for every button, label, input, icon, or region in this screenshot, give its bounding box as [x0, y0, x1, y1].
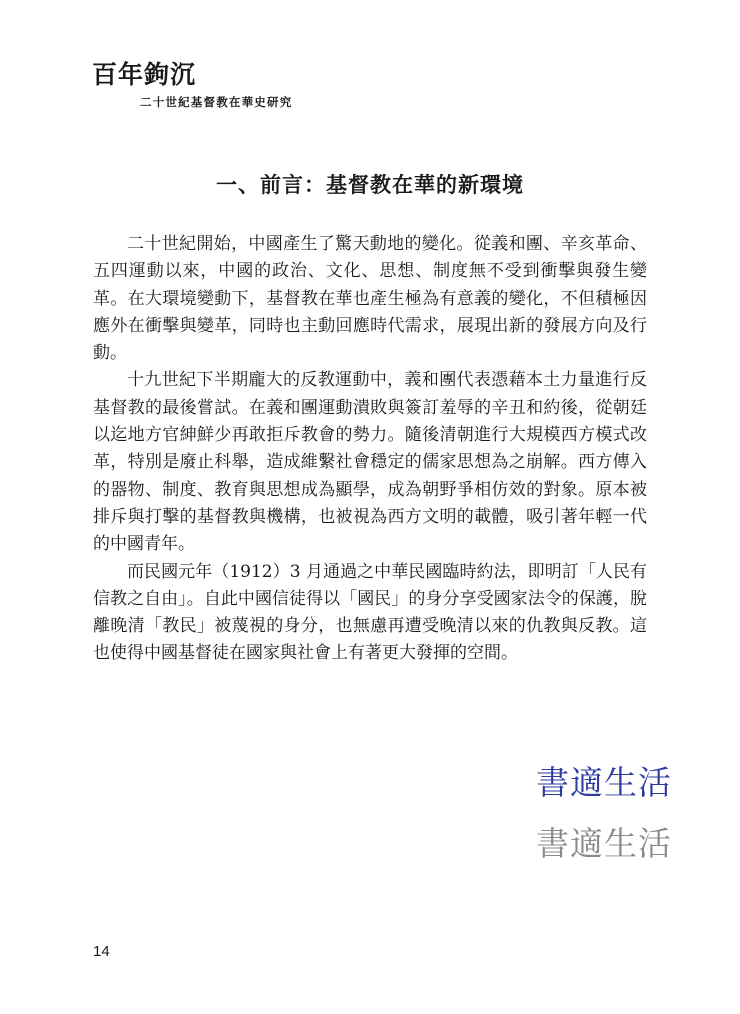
section-heading: 一、前言：基督教在華的新環境	[216, 172, 524, 197]
paragraph: 十九世紀下半期龐大的反教運動中，義和團代表憑藉本土力量進行反基督教的最後嘗試。在義和團運動潰敗與簽訂羞辱的辛丑和約後，從朝廷以迄地方官紳鮮少再敢拒斥教會的勢力。隨後清朝進行大規模西方模式改革，特別是廢止科舉，造成維繫社會穩定的儒家思想為之崩解。西方傳入的器物、制度、教育與思想成為顯學，成為朝野爭相仿效的對象。原本被排斥與打擊的基督教與機構，也被視為西方文明的載體，吸引著年輕一代的中國青年。	[93, 370, 647, 555]
paragraph: 二十世紀開始，中國產生了驚天動地的變化。從義和團、辛亥革命、五四運動以來，中國的政治、文化、思想、制度無不受到衝擊與發生變革。在大環境變動下，基督教在華也產生極為有意義的變化，不但積極因應外在衝擊與變革，同時也主動回應時代需求，展現出新的發展方向及行動。	[93, 234, 647, 364]
running-header	[92, 60, 293, 109]
page-number: 14	[93, 943, 110, 960]
publisher-watermark-gray: 書適生活	[536, 824, 672, 863]
paragraph: 而民國元年（1912）3 月通過之中華民國臨時約法，即明訂「人民有信教之自由」。自此中國信徒得以「國民」的身分享受國家法令的保護，脫離晚清「教民」被蔑視的身分，也無慮再遭受晚清以來的仇教與反教。這也使得中國基督徒在國家與社會上有著更大發揮的空間。	[93, 561, 647, 664]
book-title: 百年鉤沉	[92, 60, 197, 89]
book-subtitle: 二十世紀基督教在華史研究	[140, 95, 293, 109]
publisher-watermark-blue: 書適生活	[536, 763, 672, 802]
body-text	[93, 231, 647, 668]
